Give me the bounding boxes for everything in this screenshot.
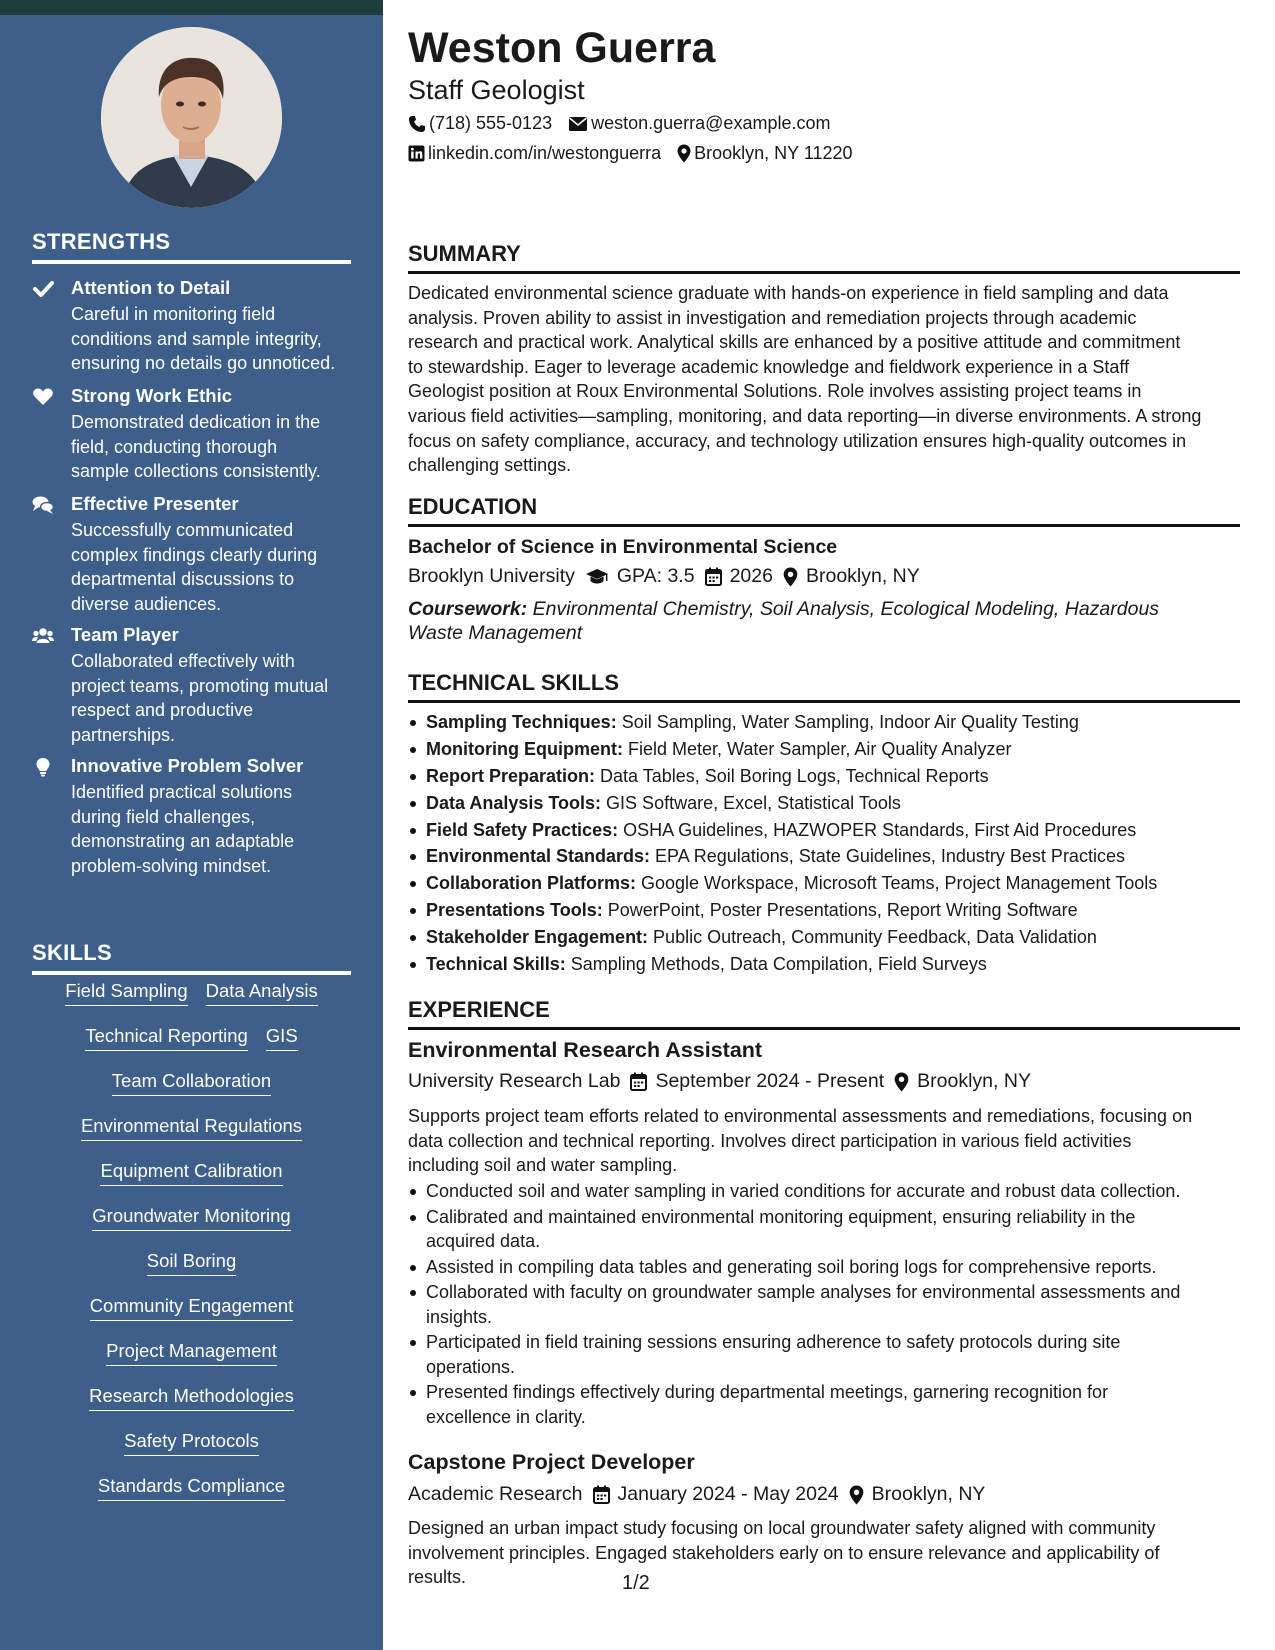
list-item: Collaborated with faculty on groundwater sample analyses for environmental assessments and insights. xyxy=(408,1280,1240,1329)
degree-title: Bachelor of Science in Environmental Science xyxy=(408,536,838,558)
list-item: Assisted in compiling data tables and generating soil boring logs for comprehensive reports. xyxy=(408,1255,1240,1280)
job-position-title: Environmental Research Assistant xyxy=(408,1038,763,1062)
skill-tag: Research Methodologies xyxy=(89,1385,294,1411)
list-item: Collaboration Platforms: Google Workspace, Microsoft Teams, Project Management Tools xyxy=(408,870,1240,897)
skill-tag: Environmental Regulations xyxy=(81,1115,302,1141)
lightbulb-icon xyxy=(32,757,54,777)
job-meta xyxy=(408,1483,985,1506)
list-item: Participated in field training sessions ensuring adherence to safety protocols during site operations. xyxy=(408,1330,1240,1379)
list-item: Stakeholder Engagement: Public Outreach, Community Feedback, Data Validation xyxy=(408,924,1240,951)
job-dates: September 2024 - Present xyxy=(655,1070,885,1092)
skills-list xyxy=(32,980,351,1520)
contact-row xyxy=(408,113,830,134)
calendar-icon xyxy=(705,567,722,586)
phone-icon xyxy=(408,115,426,133)
comments-icon xyxy=(32,495,54,515)
strength-description: Successfully communicated complex findings clearly during departmental discussions to diverse audiences. xyxy=(71,520,318,614)
check-icon xyxy=(32,279,54,299)
strength-title: Team Player xyxy=(71,624,179,645)
experience-heading: EXPERIENCE xyxy=(408,997,1240,1030)
job-description: Supports project team efforts related to environmental assessments and remediations, focusing on data collection and technical reporting. Involves direct participation in various field activities including soil and water sampling. xyxy=(408,1106,1193,1176)
technical-skills-list xyxy=(408,709,1240,978)
heart-icon xyxy=(32,387,54,407)
skills-heading: SKILLS xyxy=(32,940,351,975)
contact-row xyxy=(408,143,853,164)
list-item: Calibrated and maintained environmental monitoring equipment, ensuring reliability in the acquired data. xyxy=(408,1205,1240,1254)
strength-description: Demonstrated dedication in the field, conducting thorough sample collections consistently. xyxy=(71,412,321,481)
education-heading: EDUCATION xyxy=(408,494,1240,527)
skill-tag: Team Collaboration xyxy=(112,1070,271,1096)
list-item: Technical Skills: Sampling Methods, Data Compilation, Field Surveys xyxy=(408,951,1240,978)
organization: University Research Lab xyxy=(408,1070,621,1092)
job-description: Designed an urban impact study focusing on local groundwater safety aligned with community involvement principles. Engaged stakeholders early on to ensure relevance and applicability of results. xyxy=(408,1518,1160,1588)
skills-section xyxy=(32,940,351,975)
coursework: Coursework: Environmental Chemistry, Soil Analysis, Ecological Modeling, Hazardous Waste Management xyxy=(408,598,1160,644)
strengths-section xyxy=(32,229,351,264)
list-item: Sampling Techniques: Soil Sampling, Water Sampling, Indoor Air Quality Testing xyxy=(408,709,1240,736)
summary-heading: SUMMARY xyxy=(408,241,1240,274)
job-meta xyxy=(408,1070,1031,1093)
list-item: Field Safety Practices: OSHA Guidelines, HAZWOPER Standards, First Aid Procedures xyxy=(408,817,1240,844)
coursework-label: Coursework: xyxy=(408,598,528,620)
skill-tag: Soil Boring xyxy=(147,1250,236,1276)
school-location: Brooklyn, NY xyxy=(805,565,920,587)
map-marker-icon xyxy=(849,1485,864,1505)
organization: Academic Research xyxy=(408,1483,583,1505)
users-icon xyxy=(32,626,54,646)
profile-photo xyxy=(101,27,282,208)
skill-tag: Data Analysis xyxy=(206,980,318,1006)
job-position-title: Capstone Project Developer xyxy=(408,1450,695,1474)
sidebar xyxy=(0,0,383,1650)
skill-tag: Equipment Calibration xyxy=(100,1160,282,1186)
list-item: Monitoring Equipment: Field Meter, Water Sampler, Air Quality Analyzer xyxy=(408,736,1240,763)
map-marker-icon xyxy=(677,144,691,163)
location-text: Brooklyn, NY 11220 xyxy=(694,143,853,163)
linkedin-link[interactable]: linkedin.com/in/westonguerra xyxy=(428,143,662,163)
job-dates: January 2024 - May 2024 xyxy=(617,1483,839,1505)
skill-tag: Project Management xyxy=(106,1340,277,1366)
strength-title: Strong Work Ethic xyxy=(71,385,233,406)
job-bullets xyxy=(408,1179,1240,1430)
skill-tag: Field Sampling xyxy=(65,980,187,1006)
summary-text: Dedicated environmental science graduate with hands-on experience in field sampling and data analysis. Proven ability to assist in investigation and remediation projects through academic research and practical work. Analytical skills are enhanced by a positive attitude and commitment to stewardship. Eager to leverage academic knowledge and fieldwork experience in a Staff Geologist position at Roux Environmental Solutions. Role involves assisting project teams in various field activities—sampling, monitoring, and data reporting—in diverse environments. A strong focus on safety compliance, accuracy, and technology utilization ensures high-quality outcomes in challenging settings. xyxy=(408,283,1202,476)
strength-description: Identified practical solutions during field challenges, demonstrating an adaptable problem-solving mindset. xyxy=(71,782,295,876)
list-item: Report Preparation: Data Tables, Soil Boring Logs, Technical Reports xyxy=(408,763,1240,790)
map-marker-icon xyxy=(783,567,798,587)
strength-description: Careful in monitoring field conditions and sample integrity, ensuring no details go unnoticed. xyxy=(71,304,336,373)
graduation-year: 2026 xyxy=(729,565,773,587)
strengths-heading: STRENGTHS xyxy=(32,229,351,264)
skill-tag: Standards Compliance xyxy=(98,1475,285,1501)
skill-tag: Groundwater Monitoring xyxy=(92,1205,290,1231)
job-location: Brooklyn, NY xyxy=(871,1483,986,1505)
calendar-icon xyxy=(593,1485,610,1504)
list-item: Conducted soil and water sampling in varied conditions for accurate and robust data collection. xyxy=(408,1179,1240,1204)
skill-tag: Community Engagement xyxy=(90,1295,294,1321)
strength-title: Effective Presenter xyxy=(71,493,239,514)
map-marker-icon xyxy=(894,1072,909,1092)
skill-tag: Safety Protocols xyxy=(124,1430,259,1456)
technical-skills-heading: TECHNICAL SKILLS xyxy=(408,670,1240,703)
graduation-cap-icon xyxy=(585,568,609,585)
phone-number[interactable]: (718) 555-0123 xyxy=(429,113,553,133)
strength-description: Collaborated effectively with project teams, promoting mutual respect and productive partnerships. xyxy=(71,651,329,745)
email-link[interactable]: weston.guerra@example.com xyxy=(591,113,831,133)
envelope-icon xyxy=(568,116,588,132)
education-meta xyxy=(408,565,920,588)
list-item: Presentations Tools: PowerPoint, Poster Presentations, Report Writing Software xyxy=(408,897,1240,924)
list-item: Environmental Standards: EPA Regulations, State Guidelines, Industry Best Practices xyxy=(408,843,1240,870)
skill-tag: Technical Reporting xyxy=(85,1025,247,1051)
page-number: 1/2 xyxy=(622,1572,650,1594)
list-item: Data Analysis Tools: GIS Software, Excel, Statistical Tools xyxy=(408,790,1240,817)
sidebar-top-bar xyxy=(0,0,383,15)
skill-tag: GIS xyxy=(266,1025,298,1051)
candidate-name: Weston Guerra xyxy=(408,24,716,72)
gpa-text: GPA: 3.5 xyxy=(616,565,695,587)
calendar-icon xyxy=(630,1072,647,1091)
linkedin-icon xyxy=(408,145,425,162)
school-name: Brooklyn University xyxy=(408,565,575,587)
job-location: Brooklyn, NY xyxy=(917,1070,1031,1092)
list-item: Presented findings effectively during departmental meetings, garnering recognition for excellence in clarity. xyxy=(408,1380,1240,1429)
strength-title: Attention to Detail xyxy=(71,277,231,298)
job-title: Staff Geologist xyxy=(408,75,585,105)
strength-title: Innovative Problem Solver xyxy=(71,755,304,776)
